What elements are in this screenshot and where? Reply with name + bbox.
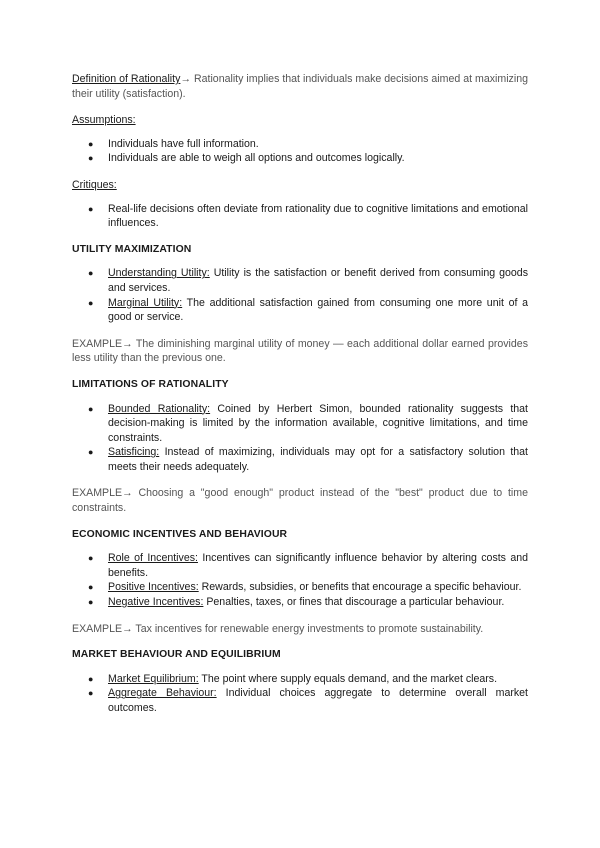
bullet-icon: ● [88, 447, 94, 458]
incentives-list [72, 551, 528, 609]
list-item: ● Satisficing: Instead of maximizing, individuals may opt for a satisfactory solution that meets their needs adequately. [88, 446, 528, 473]
bullet-icon: ● [88, 297, 94, 308]
incentives-heading: ECONOMIC INCENTIVES AND BEHAVIOUR [72, 528, 288, 540]
list-item: ● Positive Incentives: Rewards, subsidies, or benefits that encourage a specific behaviour. [88, 581, 522, 594]
list-item: ● Understanding Utility: Utility is the satisfaction or benefit derived from consuming goods and services. [88, 267, 528, 294]
critiques-list [72, 202, 528, 231]
limitations-list [72, 402, 528, 475]
limitations-example: EXAMPLE→ Choosing a "good enough" product instead of the "best" product due to time constraints. [72, 487, 528, 515]
limitations-heading: LIMITATIONS OF RATIONALITY [72, 378, 229, 390]
list-item: ● Bounded Rationality: Coined by Herbert Simon, bounded rationality suggests that decision-making is limited by the information available, cognitive limitations, and time constraints. [88, 402, 529, 444]
list-item: ● Individuals are able to weigh all options and outcomes logically. [88, 152, 405, 165]
bullet-icon: ● [88, 138, 94, 149]
bullet-icon: ● [88, 203, 94, 214]
definition-paragraph [72, 72, 528, 101]
list-item: ● Marginal Utility: The additional satisfaction gained from consuming one more unit of a good or service. [88, 296, 528, 324]
bullet-icon: ● [88, 268, 94, 279]
bullet-icon: ● [88, 673, 94, 684]
bullet-icon: ● [88, 688, 94, 699]
utility-example: EXAMPLE→ The diminishing marginal utility of money — each additional dollar earned provides less utility than the previous one. [72, 337, 528, 365]
bullet-icon: ● [88, 553, 94, 564]
definition-text: Rationality implies that individuals make decisions aimed at maximizing their utility (satisfaction). [72, 73, 528, 100]
bullet-icon: ● [88, 403, 94, 414]
market-list [72, 672, 528, 716]
list-item: ● Role of Incentives: Incentives can significantly influence behavior by altering costs and benefits. [88, 552, 529, 579]
critiques-label: Critiques: [72, 178, 117, 191]
bullet-icon: ● [88, 582, 94, 593]
market-heading: MARKET BEHAVIOUR AND EQUILIBRIUM [72, 649, 281, 661]
list-item: ● Negative Incentives: Penalties, taxes, or fines that discourage a particular behaviour. [88, 596, 505, 609]
bullet-icon: ● [88, 153, 94, 164]
utility-list [72, 266, 528, 324]
assumptions-list [72, 137, 528, 166]
list-item: ● Individuals have full information. [88, 137, 259, 150]
incentives-example: EXAMPLE→ Tax incentives for renewable energy investments to promote sustainability. [72, 622, 484, 635]
list-item: ● Market Equilibrium: The point where supply equals demand, and the market clears. [88, 672, 498, 685]
assumptions-label: Assumptions: [72, 114, 136, 127]
bullet-icon: ● [88, 597, 94, 608]
list-item: ● Real-life decisions often deviate from rationality due to cognitive limitations and emotional influences. [88, 202, 528, 230]
definition-term: Definition of Rationality [72, 73, 181, 85]
list-item: ● Aggregate Behaviour: Individual choices aggregate to determine overall market outcomes. [88, 687, 528, 714]
definition-arrow: → [180, 73, 191, 85]
utility-heading: UTILITY MAXIMIZATION [72, 243, 192, 255]
